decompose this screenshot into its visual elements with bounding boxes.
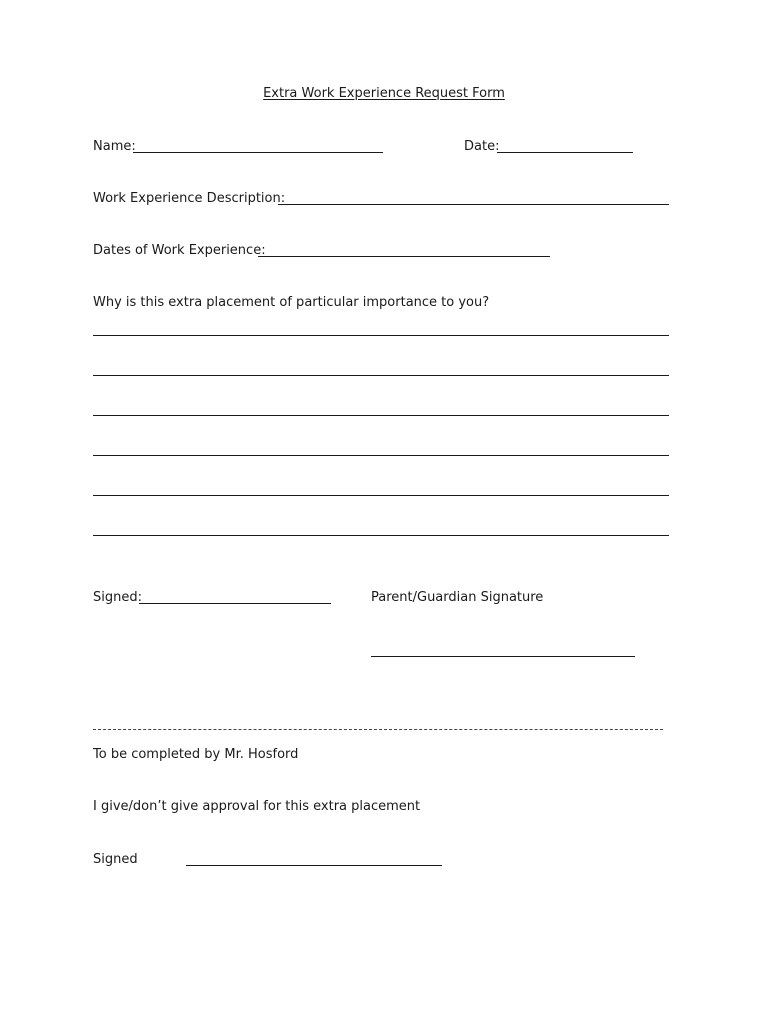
name-label: Name: (93, 139, 136, 154)
answer-line-1[interactable] (93, 335, 669, 336)
answer-line-2[interactable] (93, 375, 669, 376)
description-label: Work Experience Description: (93, 191, 286, 206)
answer-line-4[interactable] (93, 455, 669, 456)
parent-signature-label: Parent/Guardian Signature (371, 590, 544, 605)
office-signature-line[interactable] (186, 865, 442, 866)
answer-line-3[interactable] (93, 415, 669, 416)
answer-line-5[interactable] (93, 495, 669, 496)
name-field-line[interactable] (133, 152, 383, 153)
form-title: Extra Work Experience Request Form (263, 86, 505, 101)
importance-question: Why is this extra placement of particular importance to you? (93, 295, 490, 310)
approval-text: I give/don’t give approval for this extra placement (93, 799, 421, 814)
dates-label: Dates of Work Experience: (93, 243, 266, 258)
description-field-line[interactable] (278, 204, 669, 205)
dates-field-line[interactable] (258, 256, 550, 257)
parent-signature-line[interactable] (371, 656, 635, 657)
office-section-heading: To be completed by Mr. Hosford (93, 747, 299, 762)
student-signed-label: Signed: (93, 590, 142, 605)
student-signature-line[interactable] (139, 603, 331, 604)
section-divider (93, 729, 663, 730)
date-label: Date: (464, 139, 500, 154)
office-signed-label: Signed (93, 852, 138, 867)
date-field-line[interactable] (497, 152, 633, 153)
answer-line-6[interactable] (93, 535, 669, 536)
